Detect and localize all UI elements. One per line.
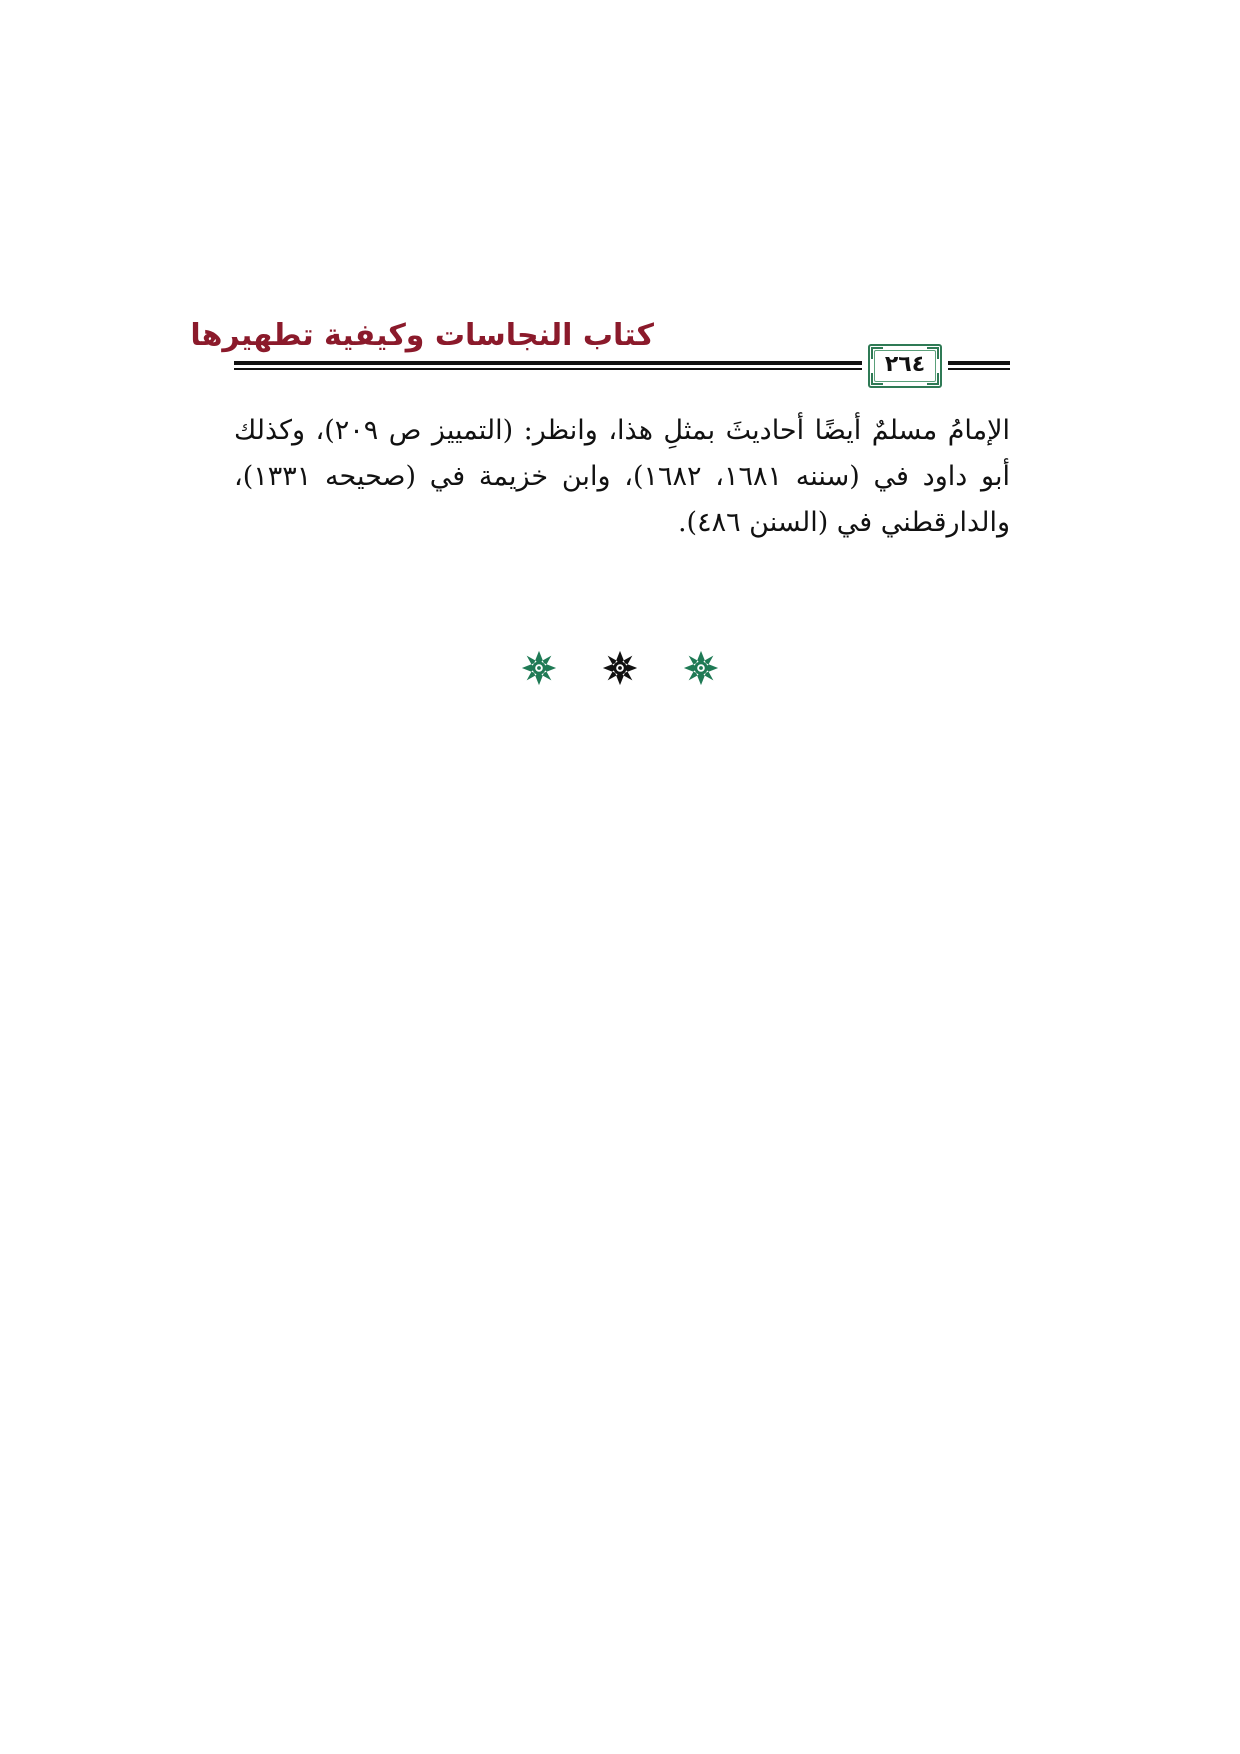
header-rule-thin bbox=[234, 368, 862, 370]
header-rule-thick bbox=[234, 361, 862, 365]
book-title: كتاب النجاسات وكيفية تطهيرها bbox=[190, 318, 654, 353]
page-number-frame bbox=[868, 344, 942, 388]
paragraph: الإمامُ مسلمٌ أيضًا أحاديثَ بمثلِ هذا، وانظر: (التمييز ص ٢٠٩)، وكذلك أبو داود في (سننه ١٦٨١، ١٦٨٢)، وابن خزيمة في (صحيحه ١٣٣١)، والدارقطني في (السنن ٤٨٦). bbox=[234, 415, 1010, 538]
body-text bbox=[234, 408, 1010, 546]
header-rule-right-thin bbox=[948, 368, 1010, 370]
flower-ornament-icon bbox=[601, 649, 639, 687]
header-rule-right-thick bbox=[948, 361, 1010, 365]
flower-ornament-icon bbox=[682, 649, 720, 687]
section-end-ornaments bbox=[520, 646, 720, 690]
running-header bbox=[190, 312, 1010, 392]
page-number: ٢٦٤ bbox=[884, 352, 926, 377]
flower-ornament-icon bbox=[520, 649, 558, 687]
